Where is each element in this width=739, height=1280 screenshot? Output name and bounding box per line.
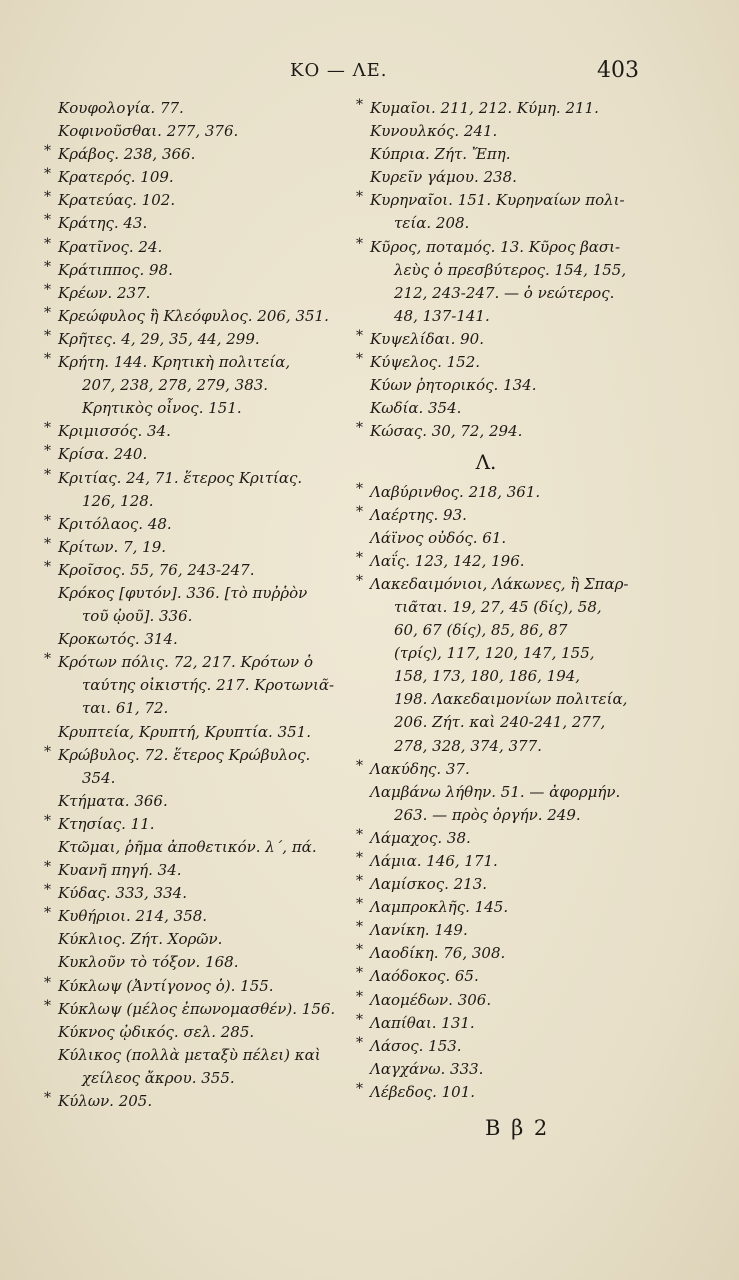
entry-headword-line: Κρώβυλος. 72. ἕτερος Κρώβυλος. bbox=[58, 745, 311, 764]
entry-headword-line: Λαέρτης. 93. bbox=[370, 505, 467, 524]
asterisk-mark: * bbox=[356, 850, 363, 866]
index-entry bbox=[44, 882, 344, 905]
asterisk-mark: * bbox=[44, 304, 51, 321]
index-entry bbox=[44, 651, 344, 720]
asterisk-mark: * bbox=[44, 258, 51, 275]
entry-headword-line: Κτήματα. 366. bbox=[58, 791, 168, 810]
entry-headword-line: Λάσος. 153. bbox=[370, 1036, 462, 1055]
index-entry bbox=[44, 836, 344, 859]
asterisk-mark: * bbox=[356, 351, 363, 368]
index-entry bbox=[44, 744, 344, 790]
entry-headword-line: Κράτιππος. 98. bbox=[58, 260, 173, 279]
asterisk-mark: * bbox=[44, 974, 51, 991]
index-entry bbox=[44, 282, 344, 305]
entry-headword-line: Κυανῆ πηγή. 34. bbox=[58, 861, 182, 880]
index-entry bbox=[356, 989, 646, 1012]
entry-continuation-line: 60, 67 (δίς), 85, 86, 87 bbox=[394, 621, 568, 640]
entry-headword-line: Λαβύρινθος. 218, 361. bbox=[370, 482, 541, 501]
index-entry bbox=[44, 166, 344, 189]
entry-continuation-line: τιᾶται. 19, 27, 45 (δίς), 58, bbox=[394, 597, 602, 616]
entry-headword-line: Κυρηναῖοι. 151. Κυρηναίων πολι- bbox=[370, 191, 625, 210]
index-entry bbox=[356, 1081, 646, 1104]
entry-headword-line: Κουφολογία. 77. bbox=[58, 99, 184, 117]
asterisk-mark: * bbox=[356, 965, 363, 982]
entry-continuation-line: 263. — πρὸς ὀργήν. 249. bbox=[394, 805, 581, 824]
index-entry bbox=[44, 813, 344, 836]
entry-headword-line: Κύδας. 333, 334. bbox=[58, 884, 187, 903]
asterisk-mark: * bbox=[44, 859, 51, 876]
index-entry bbox=[356, 420, 646, 443]
index-entry bbox=[356, 550, 646, 573]
entry-continuation-line: τεία. 208. bbox=[394, 214, 470, 233]
index-entry bbox=[44, 236, 344, 259]
entry-continuation-line: 207, 238, 278, 279, 383. bbox=[82, 376, 269, 395]
asterisk-mark: * bbox=[44, 189, 51, 206]
section-letter-lambda: Λ. bbox=[475, 450, 497, 475]
entry-headword-line: Κύων ῥητορικός. 134. bbox=[370, 376, 537, 395]
entry-headword-line: Κτησίας. 11. bbox=[58, 814, 155, 833]
entry-headword-line: Κρέων. 237. bbox=[58, 283, 151, 302]
index-entry bbox=[356, 481, 646, 504]
asterisk-mark: * bbox=[44, 558, 51, 575]
index-entry bbox=[44, 582, 344, 628]
index-entry bbox=[356, 189, 646, 235]
entry-headword-line: Κρῆτες. 4, 29, 35, 44, 299. bbox=[58, 329, 260, 348]
index-entry bbox=[356, 236, 646, 328]
entry-headword-line: Κωδία. 354. bbox=[370, 399, 462, 418]
entry-headword-line: Κροῖσος. 55, 76, 243-247. bbox=[58, 560, 255, 579]
index-entry bbox=[44, 859, 344, 882]
index-entry bbox=[44, 143, 344, 166]
asterisk-mark: * bbox=[356, 327, 363, 344]
entry-headword-line: Λαγχάνω. 333. bbox=[370, 1059, 484, 1078]
asterisk-mark: * bbox=[356, 235, 363, 252]
entry-headword-line: Κῦρος, ποταμός. 13. Κῦρος βασι- bbox=[370, 237, 621, 256]
entry-continuation-line: τοῦ ᾠοῦ]. 336. bbox=[82, 607, 193, 626]
asterisk-mark: * bbox=[44, 882, 51, 899]
asterisk-mark: * bbox=[356, 572, 363, 589]
asterisk-mark: * bbox=[356, 189, 363, 206]
entry-headword-line: Κοφινοῦσθαι. 277, 376. bbox=[58, 122, 239, 141]
entry-headword-line: Λακύδης. 37. bbox=[370, 759, 470, 778]
asterisk-mark: * bbox=[44, 535, 51, 552]
entry-headword-line: Κρατῖνος. 24. bbox=[58, 237, 163, 256]
entry-continuation-line: 212, 243-247. — ὁ νεώτερος. bbox=[394, 283, 615, 302]
index-column-left bbox=[44, 97, 344, 1113]
entry-headword-line: Κυμαῖοι. 211, 212. Κύμη. 211. bbox=[370, 99, 599, 117]
index-entry bbox=[44, 1021, 344, 1044]
entry-headword-line: Λακεδαιμόνιοι, Λάκωνες, ἢ Σπαρ- bbox=[370, 574, 629, 593]
asterisk-mark: * bbox=[44, 420, 51, 437]
entry-headword-line: Λαοδίκη. 76, 308. bbox=[370, 944, 506, 963]
index-entry bbox=[356, 850, 646, 873]
index-entry bbox=[44, 721, 344, 744]
entry-headword-line: Λάμια. 146, 171. bbox=[370, 852, 498, 870]
entry-headword-line: Λέβεδος. 101. bbox=[370, 1082, 475, 1101]
asterisk-mark: * bbox=[44, 997, 51, 1014]
entry-headword-line: Κυθήριοι. 214, 358. bbox=[58, 907, 208, 926]
entry-continuation-line: ται. 61, 72. bbox=[82, 699, 169, 718]
index-entry bbox=[44, 351, 344, 420]
index-entry bbox=[356, 896, 646, 919]
asterisk-mark: * bbox=[44, 812, 51, 829]
entry-headword-line: Λαομέδων. 306. bbox=[370, 990, 492, 1009]
entry-headword-line: Κρίτων. 7, 19. bbox=[58, 537, 167, 556]
asterisk-mark: * bbox=[356, 988, 363, 1005]
entry-continuation-line: 198. Λακεδαιμονίων πολιτεία, bbox=[394, 690, 628, 709]
index-entry bbox=[356, 1035, 646, 1058]
index-entry bbox=[356, 374, 646, 397]
index-entry bbox=[44, 559, 344, 582]
entry-continuation-line: 48, 137-141. bbox=[394, 306, 490, 325]
index-entry bbox=[356, 965, 646, 988]
entry-headword-line: Κράβος. 238, 366. bbox=[58, 145, 196, 164]
entry-continuation-line: 278, 328, 374, 377. bbox=[394, 736, 542, 755]
entry-headword-line: Κριτόλαος. 48. bbox=[58, 514, 172, 533]
entry-headword-line: Κυκλοῦν τὸ τόξον. 168. bbox=[58, 953, 239, 972]
asterisk-mark: * bbox=[356, 97, 363, 113]
index-entry bbox=[44, 951, 344, 974]
index-entry bbox=[356, 781, 646, 827]
entry-headword-line: Κύψελος. 152. bbox=[370, 353, 481, 372]
entry-headword-line: Κύλικος (πολλὰ μεταξὺ πέλει) καὶ bbox=[58, 1045, 321, 1064]
entry-headword-line: Λαμβάνω λήθην. 51. — ἀφορμήν. bbox=[370, 782, 621, 801]
index-entry bbox=[356, 351, 646, 374]
entry-headword-line: Κυνουλκός. 241. bbox=[370, 122, 498, 141]
entry-headword-line: Κρατερός. 109. bbox=[58, 168, 174, 187]
index-entry bbox=[44, 1044, 344, 1090]
entry-headword-line: Κρατεύας. 102. bbox=[58, 191, 176, 210]
asterisk-mark: * bbox=[356, 896, 363, 913]
entry-headword-line: Λαΐς. 123, 142, 196. bbox=[370, 551, 525, 570]
asterisk-mark: * bbox=[356, 480, 363, 497]
entry-headword-line: Κυψελίδαι. 90. bbox=[370, 329, 484, 348]
index-entry bbox=[44, 443, 344, 466]
index-column-right bbox=[356, 97, 646, 1104]
entry-headword-line: Λαόδοκος. 65. bbox=[370, 967, 479, 986]
entry-headword-line: Κώσας. 30, 72, 294. bbox=[370, 422, 523, 441]
entry-continuation-line: χείλεος ἄκρου. 355. bbox=[82, 1068, 235, 1087]
signature-mark: Β β 2 bbox=[485, 1116, 550, 1140]
asterisk-mark: * bbox=[44, 351, 51, 368]
index-entry bbox=[44, 305, 344, 328]
index-entry bbox=[356, 143, 646, 166]
index-entry bbox=[356, 1012, 646, 1035]
entry-headword-line: Κρίσα. 240. bbox=[58, 445, 148, 464]
asterisk-mark: * bbox=[44, 466, 51, 483]
index-section-l bbox=[356, 481, 646, 1105]
entry-headword-line: Λανίκη. 149. bbox=[370, 921, 468, 940]
entry-continuation-line: λεὺς ὁ πρεσβύτερος. 154, 155, bbox=[394, 260, 627, 279]
asterisk-mark: * bbox=[356, 826, 363, 843]
index-entry bbox=[44, 120, 344, 143]
entry-headword-line: Κυρεῖν γάμου. 238. bbox=[370, 168, 517, 187]
asterisk-mark: * bbox=[356, 757, 363, 774]
page-header bbox=[0, 60, 739, 88]
entry-headword-line: Κύκνος ᾠδικός. σελ. 285. bbox=[58, 1022, 255, 1041]
asterisk-mark: * bbox=[356, 873, 363, 890]
index-entry bbox=[44, 790, 344, 813]
index-entry bbox=[356, 873, 646, 896]
entry-headword-line: Κύκλωψ (μέλος ἐπωνομασθέν). 156. bbox=[58, 999, 336, 1018]
asterisk-mark: * bbox=[44, 235, 51, 252]
asterisk-mark: * bbox=[44, 143, 51, 160]
entry-headword-line: Κρότων πόλις. 72, 217. Κρότων ὁ bbox=[58, 653, 313, 672]
entry-headword-line: Κύκλωψ (Ἀντίγονος ὁ). 155. bbox=[58, 976, 274, 995]
index-entry bbox=[44, 328, 344, 351]
asterisk-mark: * bbox=[356, 1080, 363, 1097]
index-entry bbox=[44, 928, 344, 951]
entry-continuation-line: 126, 128. bbox=[82, 491, 154, 510]
index-entry bbox=[356, 120, 646, 143]
entry-headword-line: Κρυπτεία, Κρυπτή, Κρυπτία. 351. bbox=[58, 722, 311, 741]
entry-headword-line: Κριμισσός. 34. bbox=[58, 422, 171, 441]
asterisk-mark: * bbox=[356, 549, 363, 566]
page-number: 403 bbox=[597, 58, 639, 83]
entry-headword-line: Λάϊνος οὐδός. 61. bbox=[370, 528, 507, 547]
index-entry bbox=[44, 975, 344, 998]
index-entry bbox=[356, 527, 646, 550]
index-entry bbox=[44, 536, 344, 559]
asterisk-mark: * bbox=[356, 420, 363, 437]
asterisk-mark: * bbox=[44, 281, 51, 298]
entry-continuation-line: (τρίς), 117, 120, 147, 155, bbox=[394, 644, 595, 663]
index-entry bbox=[44, 513, 344, 536]
entry-headword-line: Κρόκος [φυτόν]. 336. [τὸ πυῤῥὸν bbox=[58, 583, 308, 602]
asterisk-mark: * bbox=[44, 905, 51, 922]
entry-headword-line: Λάμαχος. 38. bbox=[370, 828, 471, 847]
entry-continuation-line: ταύτης οἰκιστής. 217. Κροτωνιᾶ- bbox=[82, 676, 335, 695]
entry-headword-line: Κρήτη. 144. Κρητικὴ πολιτεία, bbox=[58, 353, 291, 372]
asterisk-mark: * bbox=[356, 1011, 363, 1028]
index-entry bbox=[356, 942, 646, 965]
asterisk-mark: * bbox=[356, 503, 363, 520]
entry-continuation-line: 354. bbox=[82, 768, 116, 787]
asterisk-mark: * bbox=[44, 166, 51, 183]
entry-headword-line: Λαμίσκος. 213. bbox=[370, 875, 488, 894]
index-entry bbox=[44, 212, 344, 235]
entry-continuation-line: 158, 173, 180, 186, 194, bbox=[394, 667, 581, 686]
index-section-k bbox=[356, 97, 646, 443]
asterisk-mark: * bbox=[44, 212, 51, 229]
index-entry bbox=[356, 827, 646, 850]
asterisk-mark: * bbox=[44, 743, 51, 760]
index-entry bbox=[44, 905, 344, 928]
index-entry bbox=[356, 919, 646, 942]
index-entry bbox=[44, 189, 344, 212]
asterisk-mark: * bbox=[44, 512, 51, 529]
index-entry bbox=[44, 97, 344, 120]
asterisk-mark: * bbox=[356, 942, 363, 959]
index-entry bbox=[356, 504, 646, 527]
asterisk-mark: * bbox=[44, 651, 51, 668]
entry-headword-line: Κριτίας. 24, 71. ἕτερος Κριτίας. bbox=[58, 468, 303, 487]
entry-headword-line: Κτῶμαι, ῥῆμα ἀποθετικόν. λ΄, πά. bbox=[58, 838, 317, 856]
entry-headword-line: Κύλων. 205. bbox=[58, 1092, 153, 1111]
index-entry bbox=[44, 467, 344, 513]
entry-continuation-line: 206. Ζήτ. καὶ 240-241, 277, bbox=[394, 713, 606, 732]
entry-headword-line: Κροκωτός. 314. bbox=[58, 630, 178, 649]
index-entry bbox=[44, 1090, 344, 1113]
index-entry bbox=[44, 420, 344, 443]
index-entry bbox=[356, 573, 646, 758]
entry-headword-line: Κύκλιος. Ζήτ. Χορῶν. bbox=[58, 930, 223, 949]
entry-headword-line: Κρεώφυλος ἢ Κλεόφυλος. 206, 351. bbox=[58, 306, 329, 325]
index-entry bbox=[356, 97, 646, 120]
index-entry bbox=[44, 998, 344, 1021]
index-entry bbox=[356, 1058, 646, 1081]
entry-headword-line: Λαμπροκλῆς. 145. bbox=[370, 898, 509, 917]
index-entry bbox=[44, 259, 344, 282]
asterisk-mark: * bbox=[356, 1034, 363, 1051]
index-entry bbox=[356, 166, 646, 189]
entry-headword-line: Λαπίθαι. 131. bbox=[370, 1013, 475, 1032]
index-entry bbox=[44, 628, 344, 651]
index-entry bbox=[356, 328, 646, 351]
asterisk-mark: * bbox=[44, 1090, 51, 1107]
entry-continuation-line: Κρητικὸς οἶνος. 151. bbox=[82, 399, 242, 418]
index-entry bbox=[356, 397, 646, 420]
asterisk-mark: * bbox=[356, 919, 363, 936]
asterisk-mark: * bbox=[44, 443, 51, 460]
entry-headword-line: Κράτης. 43. bbox=[58, 214, 148, 233]
entry-headword-line: Κύπρια. Ζήτ. Ἔπη. bbox=[370, 145, 511, 164]
asterisk-mark: * bbox=[44, 327, 51, 344]
running-title: ΚΟ — ΛΕ. bbox=[290, 60, 388, 81]
index-entry bbox=[356, 758, 646, 781]
